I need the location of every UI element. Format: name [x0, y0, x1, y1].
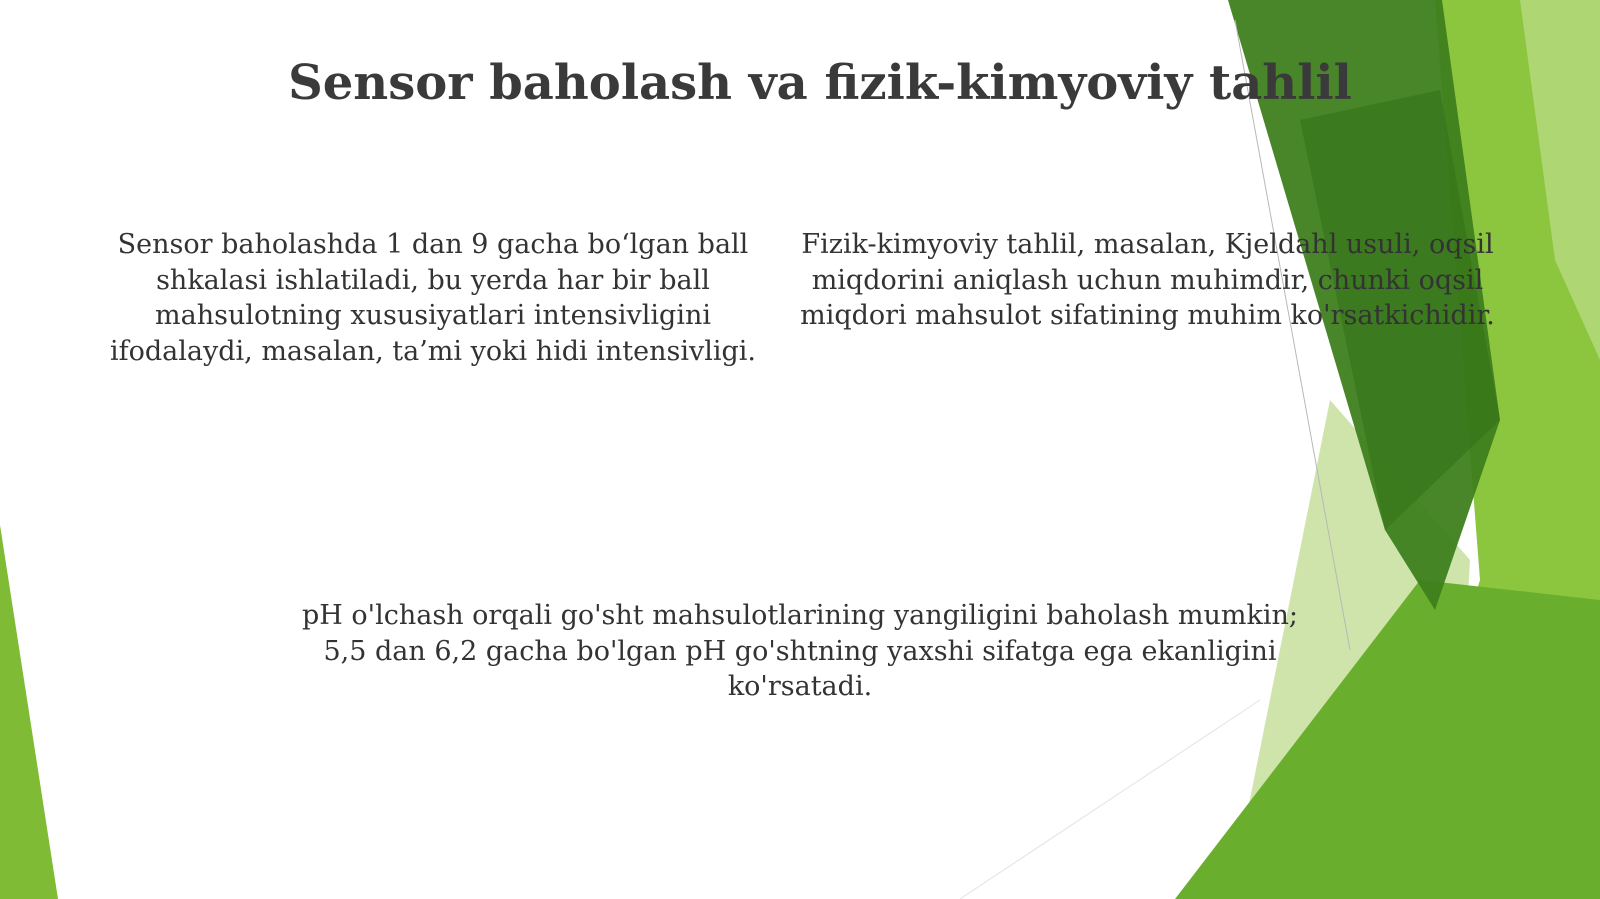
slide-title: Sensor baholash va fizik-kimyoviy tahlil — [288, 55, 1352, 111]
ph-measurement-text: pH o'lchash orqali go'sht mahsulotlarining yangiligini baholash mumkin; 5,5 dan 6,2 gacha bo'lgan pH go'shtning yaxshi sifatga ega ekanligini ko'rsatadi. — [302, 600, 1298, 702]
left-green-shape — [0, 525, 58, 899]
sensor-evaluation-text: Sensor baholashda 1 dan 9 gacha bo‘lgan ball shkalasi ishlatiladi, bu yerda har bir ball mahsulotning xususiyatlari intensivligini ifodalaydi, masalan, ta’mi yoki hidi intensivligi. — [110, 229, 756, 367]
physicochemical-analysis-text: Fizik-kimyoviy tahlil, masalan, Kjeldahl usuli, oqsil miqdorini aniqlash uchun muhimdir, chunki oqsil miqdori mahsulot sifatining muhim ko'rsatkichidir. — [800, 229, 1495, 331]
